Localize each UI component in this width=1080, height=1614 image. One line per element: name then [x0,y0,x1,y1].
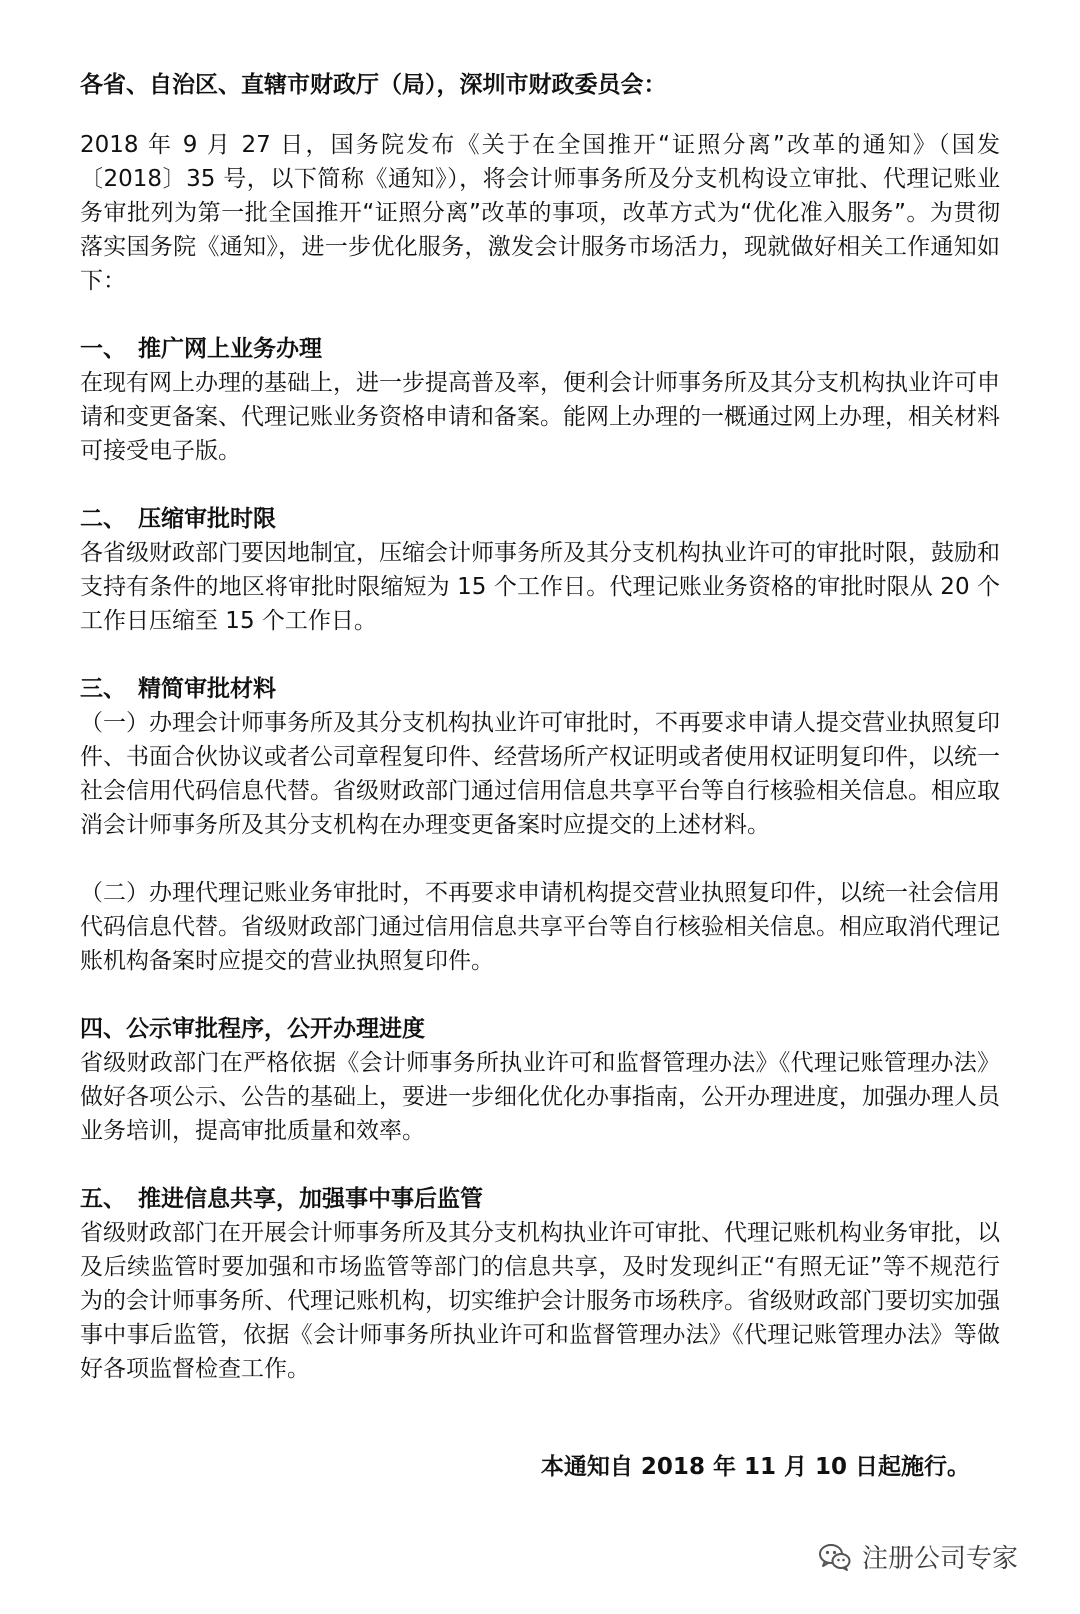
section-paragraph: 在现有网上办理的基础上，进一步提高普及率，便利会计师事务所及其分支机构执业许可申请和变更备案、代理记账业务资格申请和备案。能网上办理的一概通过网上办理，相关材料可接受电子版。 [80,370,1000,464]
section-4 [80,1012,1000,1148]
wechat-icon [818,1542,852,1572]
section-title [80,332,1000,366]
section-heading: 压缩审批时限 [138,506,276,532]
notice-document [80,68,1000,1386]
section-number: 四、 [80,1016,126,1042]
section-number: 三、 [80,676,126,702]
section-title [80,502,1000,536]
section-1 [80,332,1000,468]
addressee: 各省、自治区、直辖市财政厅（局），深圳市财政委员会： [80,72,667,98]
account-watermark [818,1538,1018,1575]
section-3 [80,672,1000,978]
section-title [80,1182,1000,1216]
section-2 [80,502,1000,638]
watermark-text: 注册公司专家 [861,1544,1018,1574]
section-paragraph: 省级财政部门在开展会计师事务所及其分支机构执业许可审批、代理记账机构业务审批，以及后续监管时要加强和市场监管等部门的信息共享，及时发现纠正“有照无证”等不规范行为的会计师事务所、代理记账机构，切实维护会计服务市场秩序。省级财政部门要切实加强事中事后监管，依据《会计师事务所执业许可和监督管理办法》《代理记账管理办法》等做好各项监督检查工作。 [80,1220,1000,1382]
section-paragraph: 各省级财政部门要因地制宜，压缩会计师事务所及其分支机构执业许可的审批时限，鼓励和支持有条件的地区将审批时限缩短为 15 个工作日。代理记账业务资格的审批时限从 20 个工作日压缩至 15 个工作日。 [80,540,1000,634]
section-heading: 推进信息共享，加强事中事后监管 [138,1186,483,1212]
section-heading: 公示审批程序，公开办理进度 [126,1016,425,1042]
intro-paragraph: 2018 年 9 月 27 日，国务院发布《关于在全国推开“证照分离”改革的通知》（国发〔2018〕35 号，以下简称《通知》），将会计师事务所及分支机构设立审批、代理记账业务审批列为第一批全国推开“证照分离”改革的事项，改革方式为“优化准入服务”。为贯彻落实国务院《通知》，进一步优化服务，激发会计服务市场活力，现就做好相关工作通知如下： [80,132,1000,294]
section-5 [80,1182,1000,1386]
section-paragraph: 省级财政部门在严格依据《会计师事务所执业许可和监督管理办法》《代理记账管理办法》做好各项公示、公告的基础上，要进一步细化优化办事指南，公开办理进度，加强办理人员业务培训，提高审批质量和效率。 [80,1050,1000,1144]
section-title [80,672,1000,706]
section-title [80,1012,1000,1046]
section-number: 一、 [80,336,126,362]
section-heading: 推广网上业务办理 [138,336,322,362]
section-heading: 精简审批材料 [138,676,276,702]
section-number: 二、 [80,506,126,532]
section-paragraph: （一）办理会计师事务所及其分支机构执业许可审批时，不再要求申请人提交营业执照复印件、书面合伙协议或者公司章程复印件、经营场所产权证明或者使用权证明复印件，以统一社会信用代码信息代替。省级财政部门通过信用信息共享平台等自行核验相关信息。相应取消会计师事务所及其分支机构在办理变更备案时应提交的上述材料。 [80,710,1000,838]
section-number: 五、 [80,1186,126,1212]
section-paragraph: （二）办理代理记账业务审批时，不再要求申请机构提交营业执照复印件，以统一社会信用代码信息代替。省级财政部门通过信用信息共享平台等自行核验相关信息。相应取消代理记账机构备案时应提交的营业执照复印件。 [80,880,1000,974]
effective-date-line: 本通知自 2018 年 11 月 10 日起施行。 [540,1454,970,1480]
